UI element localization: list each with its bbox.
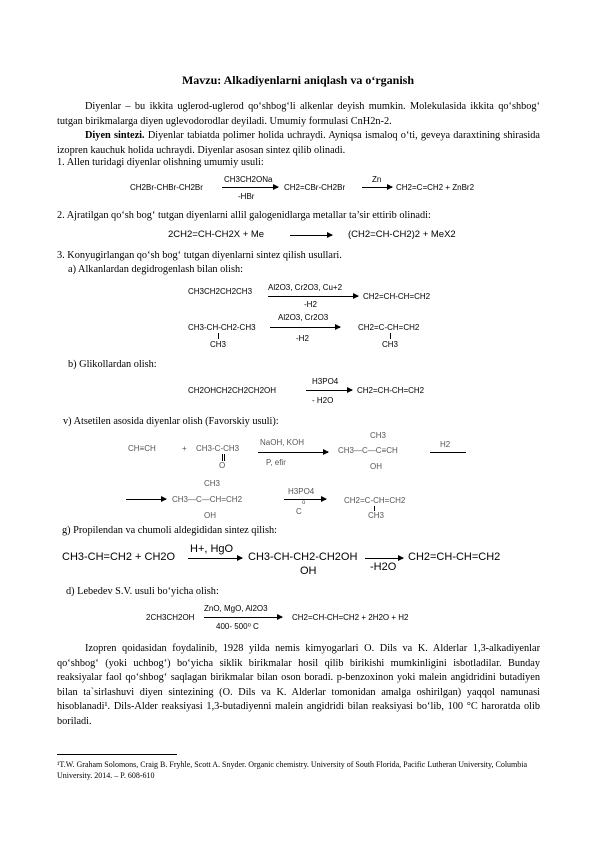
a2-arrow: [270, 327, 340, 328]
eq1-condition-top: CH3CH2ONa: [224, 175, 273, 184]
diels-alder-paragraph: Izopren qoidasidan foydalinib, 1928 yilda nemis kimyogarlari O. Dils va K. Alderlar 1,3-alkadiyenlar qo‘shbog‘ (yoki uchbog‘) bo‘yicha siklik birikmalar hosil qilib birikishi mumkinligini isbotladilar. Bunday reaksiyalar faol qo‘shbog‘ saqlagan birikmalar bilan oson boradi. p-benzoxinon yoki malein angidridini butadiyen bilan ta`sirlashuvi diyen sintezining (O. Dils va K. Alderlar tomonidan amalga oshirilgan) yaqqol namunasi hisoblanadi¹. Dils-Alder reaksiyasi 1,3-butadiyenni malein angidridi bilan reaksiyasi bo‘lib, 100 °C haroratda olib boriladi.: [57, 643, 540, 727]
v1-arrow: [258, 452, 328, 453]
b-reactant: CH2OHCH2CH2CH2OH: [188, 386, 277, 395]
v1-h2-line: [430, 452, 466, 453]
a2-product-bond: [390, 333, 391, 339]
v2-reactant-top: CH3: [204, 479, 221, 488]
d-condition-bottom: 400- 500⁰ C: [216, 622, 259, 631]
item-3-heading: 3. Konyugirlangan qo‘sh bog‘ tutgan diyenlarni sintez qilish usullari.: [57, 250, 342, 261]
d-condition-top: ZnO, MgO, Al2O3: [204, 604, 268, 613]
intro-paragraph: Diyenlar – bu ikkita uglerod-uglerod qo‘shbog‘li alkenlar deyish mumkin. Molekulasida ikkita qo‘shbog‘ tutgan birikmalarga diyen uglevodorodlar deyiladi. Umumiy formulasi CnH2n-2.: [57, 101, 540, 127]
v1-condition-bottom: P, efir: [266, 458, 286, 467]
v1-acetone-bond-b: [224, 454, 225, 461]
eq1-intermediate: CH2=CBr-CH2Br: [284, 183, 346, 192]
v1-acetone: CH3-C-CH3: [196, 444, 240, 453]
v1-plus: +: [182, 444, 187, 453]
d-arrow: [204, 617, 282, 618]
v2-product-branch: CH3: [368, 511, 385, 520]
a1-arrow: [268, 296, 358, 297]
footnote: ¹T.W. Graham Solomons, Craig B. Fryhle, Scott A. Snyder. Organic chemistry. University of South Florida, Pacific Lutheran University, Columbia University. 2014. – P. 608-610: [57, 760, 528, 780]
diene-synthesis-lead: Diyen sintezi.: [85, 130, 145, 141]
page-title: Mavzu: Alkadiyenlarni aniqlash va o‘rganish: [181, 73, 415, 87]
g-product: CH2=CH-CH=CH2: [408, 551, 501, 563]
a2-condition-bottom: -H2: [296, 334, 309, 343]
v2-condition-degree: o: [302, 500, 306, 506]
a2-product-branch: CH3: [382, 340, 399, 349]
eq2-arrow: [290, 235, 332, 236]
a2-reactant-bond: [218, 333, 219, 339]
v2-product: CH2=C-CH=CH2: [344, 496, 406, 505]
a1-reactant: CH3CH2CH2CH3: [188, 287, 253, 296]
a1-condition-bottom: -H2: [304, 300, 317, 309]
v2-condition-top: H3PO4: [288, 487, 315, 496]
v2-reactant-bottom: OH: [204, 511, 216, 520]
sub-b-heading: b) Glikollardan olish:: [68, 359, 157, 370]
a2-reactant: CH3-CH-CH2-CH3: [188, 323, 256, 332]
v1-acetone-oxygen: O: [219, 461, 226, 470]
item-1-heading: 1. Allen turidagi diyenlar olishning umumiy usuli:: [57, 157, 264, 168]
eq1-condition-2: Zn: [372, 175, 382, 184]
eq1-arrow-2: [362, 187, 392, 188]
v2-lead-arrow: [126, 499, 166, 500]
a2-reactant-branch: CH3: [210, 340, 227, 349]
footnote-rule: [57, 754, 177, 755]
d-products: CH2=CH-CH=CH2 + 2H2O + H2: [292, 613, 409, 622]
a2-condition-top: Al2O3, Cr2O3: [278, 313, 329, 322]
eq1-arrow-1: [222, 187, 278, 188]
a1-product: CH2=CH-CH=CH2: [363, 292, 431, 301]
v1-product-bottom: OH: [370, 462, 382, 471]
sub-a-heading: a) Alkanlardan degidrogenlash bilan olish:: [68, 264, 244, 275]
v2-condition-bottom: C: [296, 507, 302, 516]
eq1-condition-bottom: -HBr: [238, 192, 255, 201]
g-intermediate: CH3-CH-CH2-CH2OH: [248, 551, 358, 563]
eq2-left: 2CH2=CH-CH2X + Me: [168, 229, 265, 240]
d-reactant: 2CH3CH2OH: [146, 613, 195, 622]
g-condition: H+, HgO: [190, 543, 234, 555]
a2-product: CH2=C-CH=CH2: [358, 323, 420, 332]
eq1-product: CH2=C=CH2 + ZnBr2: [396, 183, 475, 192]
v1-h2: H2: [440, 440, 451, 449]
g-arrow-1: [188, 558, 242, 559]
sub-d-heading: d) Lebedev S.V. usuli bo‘yicha olish:: [66, 586, 219, 597]
b-product: CH2=CH-CH=CH2: [357, 386, 425, 395]
diene-synthesis-text: Diyenlar tabiatda polimer holida uchraydi. Ayniqsa ismaloq o‘ti, geveya daraxtining shirasida izopren kauchuk holida uchraydi. Diyenlar asosan sintez qilib olinadi.: [57, 130, 541, 156]
v1-condition-top: NaOH, KOH: [260, 438, 305, 447]
a1-condition-top: Al2O3, Cr2O3, Cu+2: [268, 283, 343, 292]
v1-product-top: CH3: [370, 431, 387, 440]
v1-acetylene: CH≡CH: [128, 444, 156, 453]
g-intermediate-branch: OH: [300, 565, 317, 577]
v1-acetone-bond-a: [222, 454, 223, 461]
sub-v-heading: v) Atsetilen asosida diyenlar olish (Favorskiy usuli):: [63, 416, 279, 427]
diene-synthesis-paragraph: [57, 129, 540, 158]
eq1-reactant: CH2Br-CHBr-CH2Br: [130, 183, 203, 192]
eq2-right: (CH2=CH-CH2)2 + MeX2: [348, 229, 456, 240]
g-condition-2: -H2O: [370, 561, 397, 573]
b-condition-bottom: - H2O: [312, 396, 334, 405]
v1-product: CH3—C—C≡CH: [338, 446, 398, 455]
g-arrow-2: [365, 558, 403, 559]
v2-reactant: CH3—C—CH=CH2: [172, 495, 243, 504]
b-arrow: [306, 390, 352, 391]
g-reactants: CH3-CH=CH2 + CH2O: [62, 551, 176, 563]
sub-g-heading: g) Propilendan va chumoli aldegididan sintez qilish:: [62, 525, 278, 536]
item-2-heading: 2. Ajratilgan qo‘sh bog‘ tutgan diyenlarni allil galogenidlarga metallar ta’sir ettirib olinadi:: [57, 210, 431, 221]
b-condition-top: H3PO4: [312, 377, 339, 386]
